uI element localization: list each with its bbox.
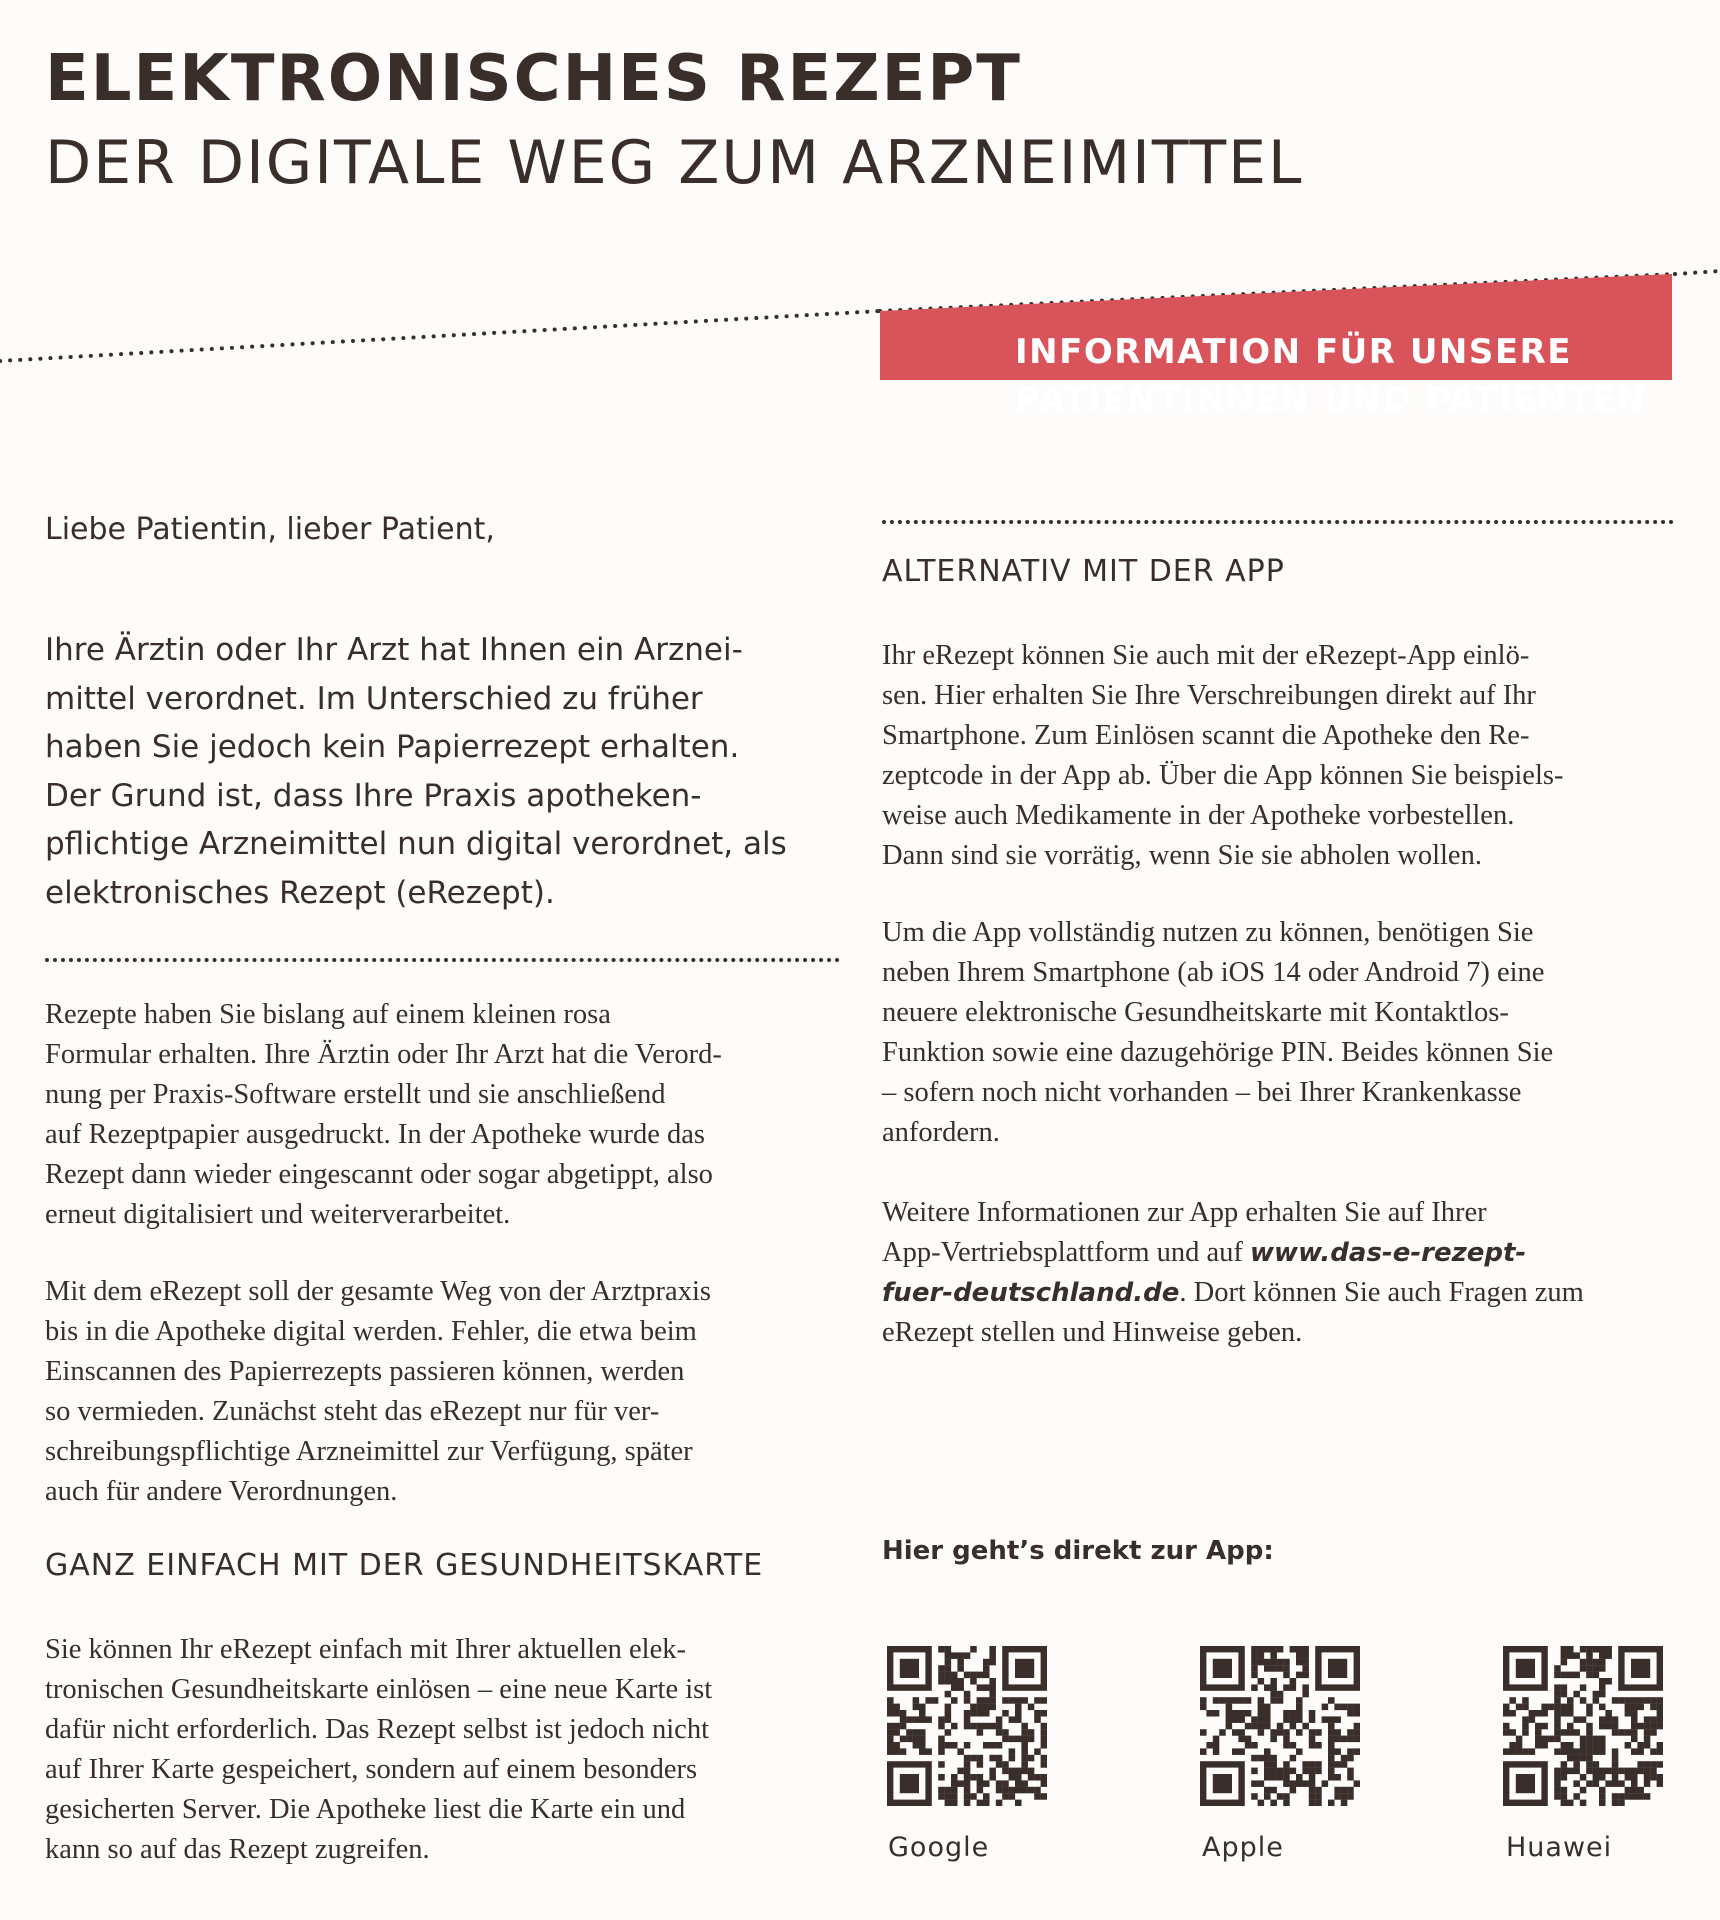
intro-line: mittel verordnet. Im Unterschied zu früher: [45, 680, 703, 717]
qr-code-google[interactable]: [887, 1646, 1047, 1806]
page-subtitle: DER DIGITALE WEG ZUM ARZNEIMITTEL: [45, 128, 1304, 198]
text-line: dafür nicht erforderlich. Das Rezept selbst ist jedoch nicht: [45, 1714, 709, 1745]
text-line: Mit dem eRezept soll der gesamte Weg von der Arztpraxis: [45, 1276, 711, 1307]
greeting: Liebe Patientin, lieber Patient,: [45, 512, 495, 547]
text-line: [882, 1233, 1682, 1273]
section-heading-card: GANZ EINFACH MIT DER GESUNDHEITSKARTE: [45, 1548, 764, 1583]
left-divider: [45, 958, 840, 962]
text-line: [882, 1273, 1682, 1313]
website-link-continued[interactable]: fuer-deutschland.de: [882, 1278, 1180, 1308]
page-title: ELEKTRONISCHES REZEPT: [45, 42, 1022, 116]
section-heading-app: ALTERNATIV MIT DER APP: [882, 554, 1285, 589]
app-cta: Hier geht’s direkt zur App:: [882, 1536, 1274, 1566]
left-paragraph-2: [45, 1272, 855, 1512]
right-paragraph-2: [882, 913, 1682, 1153]
intro-line: haben Sie jedoch kein Papierrezept erhalten.: [45, 729, 740, 765]
intro-line: elektronisches Rezept (eRezept).: [45, 874, 555, 911]
text-line: Rezepte haben Sie bislang auf einem kleinen rosa: [45, 999, 611, 1030]
intro-line: Ihre Ärztin oder Ihr Arzt hat Ihnen ein Arznei-: [45, 632, 743, 668]
text-line: Smartphone. Zum Einlösen scannt die Apotheke den Re-: [882, 720, 1530, 751]
banner-line: INFORMATION FÜR UNSERE: [1015, 332, 1572, 372]
qr-icon: [1503, 1646, 1663, 1806]
banner-line: PATIENTINNEN UND PATIENTEN: [1015, 380, 1648, 420]
text-line: schreibungspflichtige Arzneimittel zur Verfügung, später: [45, 1436, 693, 1467]
text-line: sen. Hier erhalten Sie Ihre Verschreibungen direkt auf Ihr: [882, 680, 1536, 711]
text-line: neuere elektronische Gesundheitskarte mit Kontaktlos-: [882, 997, 1509, 1028]
right-paragraph-1: [882, 636, 1682, 876]
text-line: neben Ihrem Smartphone (ab iOS 14 oder Android 7) eine: [882, 957, 1545, 988]
qr-code-apple[interactable]: [1200, 1646, 1360, 1806]
text-line: weise auch Medikamente in der Apotheke vorbestellen.: [882, 800, 1515, 831]
qr-icon: [887, 1646, 1047, 1806]
text-line: kann so auf das Rezept zugreifen.: [45, 1834, 430, 1865]
dotted-rule-left: [0, 311, 880, 361]
banner-label: [1015, 328, 1655, 424]
left-paragraph-1: [45, 995, 855, 1235]
website-link[interactable]: www.das-e-rezept-: [1250, 1238, 1527, 1268]
right-divider: [882, 520, 1674, 524]
header-divider: [0, 0, 1720, 380]
text-line: Weitere Informationen zur App erhalten Sie auf Ihrer: [882, 1197, 1487, 1228]
text-line: gesicherten Server. Die Apotheke liest die Karte ein und: [45, 1794, 686, 1825]
text-segment: App-Vertriebsplattform und auf: [882, 1237, 1251, 1268]
intro-line: pflichtige Arzneimittel nun digital verordnet, als: [45, 826, 787, 862]
right-paragraph-3: [882, 1193, 1682, 1353]
text-line: erneut digitalisiert und weiterverarbeitet.: [45, 1199, 511, 1230]
text-line: Formular erhalten. Ihre Ärztin oder Ihr Arzt hat die Verord-: [45, 1039, 722, 1070]
qr-icon: [1200, 1646, 1360, 1806]
text-line: eRezept stellen und Hinweise geben.: [882, 1317, 1303, 1348]
qr-code-huawei[interactable]: [1503, 1646, 1663, 1806]
left-paragraph-3: [45, 1630, 855, 1870]
text-line: Einscannen des Papierrezepts passieren können, werden: [45, 1356, 685, 1387]
dotted-rule-right: [1675, 271, 1720, 274]
text-line: Funktion sowie eine dazugehörige PIN. Beides können Sie: [882, 1037, 1554, 1068]
store-label-apple: Apple: [1202, 1832, 1284, 1863]
text-line: tronischen Gesundheitskarte einlösen – eine neue Karte ist: [45, 1674, 713, 1705]
text-line: Um die App vollständig nutzen zu können, benötigen Sie: [882, 917, 1534, 948]
text-line: nung per Praxis-Software erstellt und sie anschließend: [45, 1079, 666, 1110]
intro-line: Der Grund ist, dass Ihre Praxis apotheken-: [45, 777, 702, 814]
text-line: Rezept dann wieder eingescannt oder sogar abgetippt, also: [45, 1159, 713, 1190]
text-line: auf Ihrer Karte gespeichert, sondern auf einem besonders: [45, 1754, 698, 1785]
text-line: Dann sind sie vorrätig, wenn Sie sie abholen wollen.: [882, 840, 1482, 871]
store-label-google: Google: [888, 1832, 990, 1863]
text-line: auch für andere Verordnungen.: [45, 1476, 398, 1507]
text-line: bis in die Apotheke digital werden. Fehler, die etwa beim: [45, 1316, 697, 1347]
store-label-huawei: Huawei: [1506, 1832, 1613, 1863]
text-line: so vermieden. Zunächst steht das eRezept nur für ver-: [45, 1396, 660, 1427]
text-line: Ihr eRezept können Sie auch mit der eRezept-App einlö-: [882, 640, 1530, 671]
text-line: zeptcode in der App ab. Über die App können Sie beispiels-: [882, 760, 1564, 791]
text-line: Sie können Ihr eRezept einfach mit Ihrer aktuellen elek-: [45, 1634, 686, 1665]
intro-paragraph: [45, 626, 845, 917]
text-line: – sofern noch nicht vorhanden – bei Ihrer Krankenkasse: [882, 1077, 1522, 1108]
text-line: auf Rezeptpapier ausgedruckt. In der Apotheke wurde das: [45, 1119, 705, 1150]
text-line: anfordern.: [882, 1117, 1000, 1148]
text-segment: . Dort können Sie auch Fragen zum: [1179, 1277, 1584, 1308]
